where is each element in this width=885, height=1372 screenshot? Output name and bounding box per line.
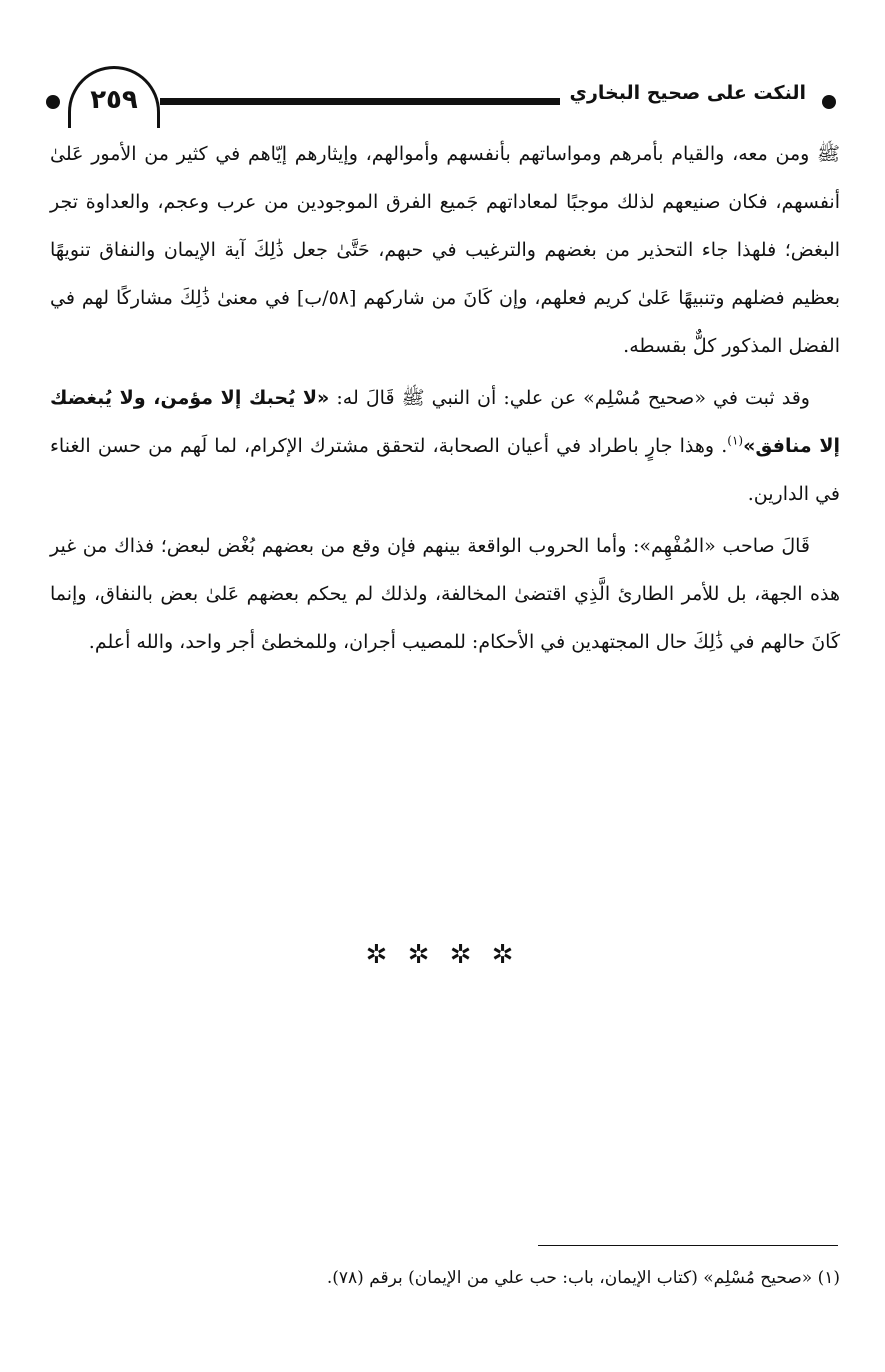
running-title: النكت على صحيح البخاري: [560, 80, 816, 106]
page-header: [40, 62, 840, 122]
paragraph-2: [50, 374, 840, 518]
paragraph-2-rest: . وهذا جارٍ باطراد في أعيان الصحابة، لتحقق مشترك الإكرام، لما لَهم من حسن الغناء في الدارين.: [50, 435, 840, 505]
paragraph-1: ﷺ ومن معه، والقيام بأمرهم ومواساتهم بأنفسهم وأموالهم، وإيثارهم إيّاهم في كثير من الأمور عَلىٰ أنفسهم، فكان صنيعهم لذلك موجبًا لمعاداتهم جَميع الفرق الموجودين من عرب وعجم، والعداوة تجر البغض؛ فلهذا جاء التحذير من بغضهم والترغيب في حبهم، حَتَّىٰ جعل ذَٰلِكَ آية الإيمان والنفاق تنويهًا بعظيم فضلهم وتنبيهًا عَلىٰ كريم فعلهم، وإن كَانَ من شاركهم [٥٨/ب] في معنىٰ ذَٰلِكَ مشاركًا لهم في الفضل المذكور كلٌّ بقسطه.: [50, 143, 840, 357]
main-text: [50, 130, 840, 670]
section-ornament: ✲ ✲ ✲ ✲: [365, 940, 520, 970]
paragraph-2-intro: وقد ثبت في «صحيح مُسْلِم» عن علي: أن النبي ﷺ قَالَ له:: [329, 387, 810, 409]
header-dot-left: [46, 95, 60, 109]
footnote-rule: [538, 1245, 838, 1246]
page-number-tab: [68, 66, 160, 128]
page-number: ٢٥٩: [90, 85, 138, 115]
footnote-reference: (١): [727, 433, 744, 448]
footnote: (١) «صحيح مُسْلِم» (كتاب الإيمان، باب: حب علي من الإيمان) برقم (٧٨).: [326, 1268, 840, 1288]
paragraph-3: قَالَ صاحب «المُفْهِم»: وأما الحروب الواقعة بينهم فإن وقع من بعضهم بُغْض لبعض؛ فذاك من غير هذه الجهة، بل للأمر الطارئ الَّذِي اقتضىٰ المخالفة، ولذلك لم يحكم بعضهم عَلىٰ بعض بالنفاق، وإنما كَانَ حالهم في ذَٰلِكَ حال المجتهدين في الأحكام: للمصيب أجران، وللمخطئ أجر واحد، والله أعلم.: [50, 535, 840, 653]
header-dot-right: [822, 95, 836, 109]
hadith-quote: «لا يُحبك إلا مؤمن، ولا يُبغضك إلا منافق»: [50, 387, 840, 457]
